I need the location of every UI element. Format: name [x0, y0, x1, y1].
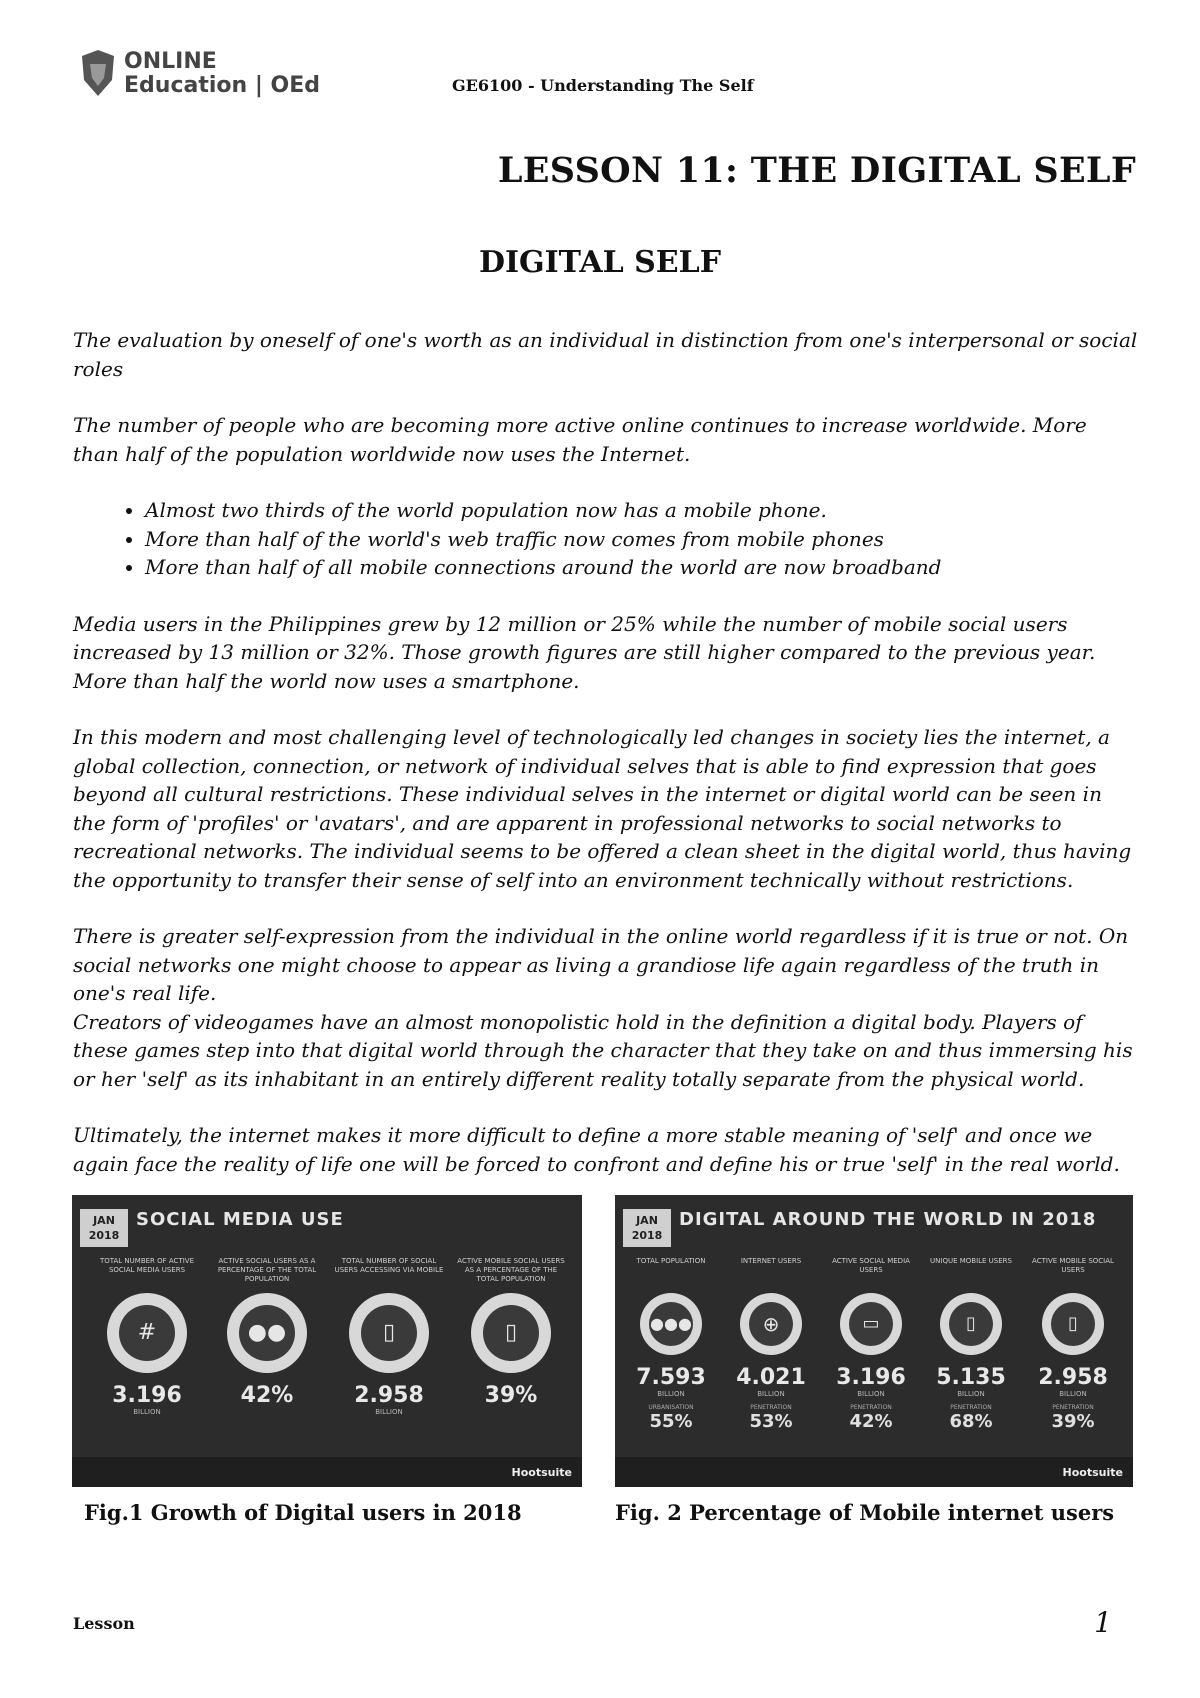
stat-label: UNIQUE MOBILE USERS	[930, 1257, 1012, 1265]
pct-value: 53%	[749, 1411, 793, 1432]
stat-block	[212, 1257, 322, 1408]
stat-value: 2.958	[354, 1383, 424, 1408]
shield-logo-icon	[78, 48, 118, 98]
figure-caption: Fig.1 Growth of Digital users in 2018	[84, 1500, 522, 1525]
social-chat-people-icon: ●●	[227, 1293, 307, 1373]
paragraph: There is greater self-expression from the individual in the online world regardless if it is true or not. On social networks one might choose to appear as living a grandiose life again regardless of the truth in one's real life.	[73, 924, 1129, 1005]
stat-value: 3.196	[112, 1383, 182, 1408]
paragraph: Media users in the Philippines grew by 12 million or 25% while the number of mobile social users increased by 13 million or 32%. Those growth figures are still higher compared to the previous year. More than half the world now uses a smartphone.	[73, 611, 1096, 693]
stat-block	[334, 1257, 444, 1416]
paragraph: The evaluation by oneself of one's worth as an individual in distinction from one's interpersonal or social roles	[73, 328, 1138, 381]
mobile-chat-icon: ▯	[1042, 1293, 1104, 1355]
logo	[78, 44, 318, 102]
figure-title: DIGITAL AROUND THE WORLD IN 2018	[679, 1209, 1097, 1230]
stat-unit: BILLION	[657, 1390, 685, 1398]
stat-unit: BILLION	[133, 1408, 161, 1416]
list-item: • More than half of all mobile connections around the world are now broadband	[145, 553, 1138, 582]
page-number: 1	[1094, 1606, 1112, 1639]
stat-label: TOTAL NUMBER OF SOCIAL USERS ACCESSING VIA MOBILE	[334, 1257, 444, 1274]
pct-label: PENETRATION	[750, 1404, 792, 1411]
stat-value: 5.135	[936, 1365, 1006, 1390]
pct-value: 55%	[649, 1411, 693, 1432]
pct-value: 42%	[849, 1411, 893, 1432]
stat-value: 2.958	[1038, 1365, 1108, 1390]
figure-title: SOCIAL MEDIA USE	[136, 1209, 344, 1230]
stat-label: TOTAL POPULATION	[636, 1257, 706, 1265]
stat-block	[623, 1257, 719, 1432]
stat-value: 7.593	[636, 1365, 706, 1390]
figure-caption: Fig. 2 Percentage of Mobile internet users	[615, 1500, 1115, 1525]
social-chat-hash-icon: #	[107, 1293, 187, 1373]
brand-label: Hootsuite	[511, 1466, 572, 1479]
stat-value: 42%	[240, 1383, 294, 1408]
figure-footer	[615, 1457, 1133, 1487]
footer-label: Lesson	[73, 1614, 135, 1633]
section-title: DIGITAL SELF	[478, 245, 722, 280]
figure-digital-around-world	[615, 1195, 1133, 1487]
date-badge: JAN 2018	[623, 1209, 671, 1247]
mobile-people-icon: ▯	[471, 1293, 551, 1373]
pct-label: URBANISATION	[648, 1404, 694, 1411]
pct-value: 68%	[949, 1411, 993, 1432]
chat-icon: ▭	[840, 1293, 902, 1355]
stat-block	[456, 1257, 566, 1408]
pct-label: PENETRATION	[950, 1404, 992, 1411]
body-text	[73, 326, 1138, 1206]
stat-unit: BILLION	[757, 1390, 785, 1398]
stat-label: ACTIVE MOBILE SOCIAL USERS AS A PERCENTAGE OF THE TOTAL POPULATION	[457, 1257, 565, 1283]
stat-block	[1025, 1257, 1121, 1432]
stat-unit: BILLION	[957, 1390, 985, 1398]
stat-value: 4.021	[736, 1365, 806, 1390]
bullet-list	[73, 496, 1138, 582]
stat-label: ACTIVE SOCIAL USERS AS A PERCENTAGE OF THE TOTAL POPULATION	[217, 1257, 317, 1283]
paragraph: Ultimately, the internet makes it more difficult to define a more stable meaning of 'self' and once we again face the reality of life one will be forced to confront and define his or true 'self' in the real world.	[73, 1123, 1120, 1176]
stat-unit: BILLION	[1059, 1390, 1087, 1398]
stat-block	[92, 1257, 202, 1416]
pct-label: PENETRATION	[1052, 1404, 1094, 1411]
stat-block	[923, 1257, 1019, 1432]
mobile-hash-icon: ▯	[349, 1293, 429, 1373]
date-badge: JAN 2018	[80, 1209, 128, 1247]
list-item: • Almost two thirds of the world population now has a mobile phone.	[145, 496, 1138, 525]
stat-block	[723, 1257, 819, 1432]
list-item: • More than half of the world's web traffic now comes from mobile phones	[145, 525, 1138, 554]
figure-footer	[72, 1457, 582, 1487]
paragraph: Creators of videogames have an almost monopolistic hold in the definition a digital body. Players of these games step into that digital world through the character that they take on and thus immersing his or her 'self' as its inhabitant in an entirely different reality totally separate from the physical world.	[73, 1009, 1133, 1091]
course-title: GE6100 - Understanding The Self	[452, 76, 754, 95]
people-icon: ●●●	[640, 1293, 702, 1355]
paragraph: In this modern and most challenging level of technologically led changes in society lies the internet, a global collection, connection, or network of individual selves that is able to find expression that goes beyond all cultural restrictions. These individual selves in the internet or digital world can be seen in the form of 'profiles' or 'avatars', and are apparent in professional networks to social networks to recreational networks. The individual seems to be offered a clean sheet in the digital world, thus having the opportunity to transfer their sense of self into an environment technically without restrictions.	[73, 725, 1132, 892]
stat-unit: BILLION	[857, 1390, 885, 1398]
pct-value: 39%	[1051, 1411, 1095, 1432]
figure-social-media-use	[72, 1195, 582, 1487]
stat-value: 3.196	[836, 1365, 906, 1390]
stat-label: TOTAL NUMBER OF ACTIVE SOCIAL MEDIA USERS	[99, 1257, 194, 1274]
lesson-title: LESSON 11: THE DIGITAL SELF	[497, 150, 1136, 191]
stat-label: ACTIVE MOBILE SOCIAL USERS	[1032, 1257, 1114, 1274]
stat-label: INTERNET USERS	[740, 1257, 802, 1265]
stat-unit: BILLION	[375, 1408, 403, 1416]
logo-text: ONLINE Education | OEd	[124, 49, 320, 98]
paragraph: The number of people who are becoming more active online continues to increase worldwide. More than half of the population worldwide now uses the Internet.	[73, 413, 1087, 466]
globe-icon: ⊕	[740, 1293, 802, 1355]
stat-block	[823, 1257, 919, 1432]
stat-label: ACTIVE SOCIAL MEDIA USERS	[832, 1257, 910, 1274]
brand-label: Hootsuite	[1062, 1466, 1123, 1479]
phone-icon: ▯	[940, 1293, 1002, 1355]
pct-label: PENETRATION	[850, 1404, 892, 1411]
stat-value: 39%	[484, 1383, 538, 1408]
